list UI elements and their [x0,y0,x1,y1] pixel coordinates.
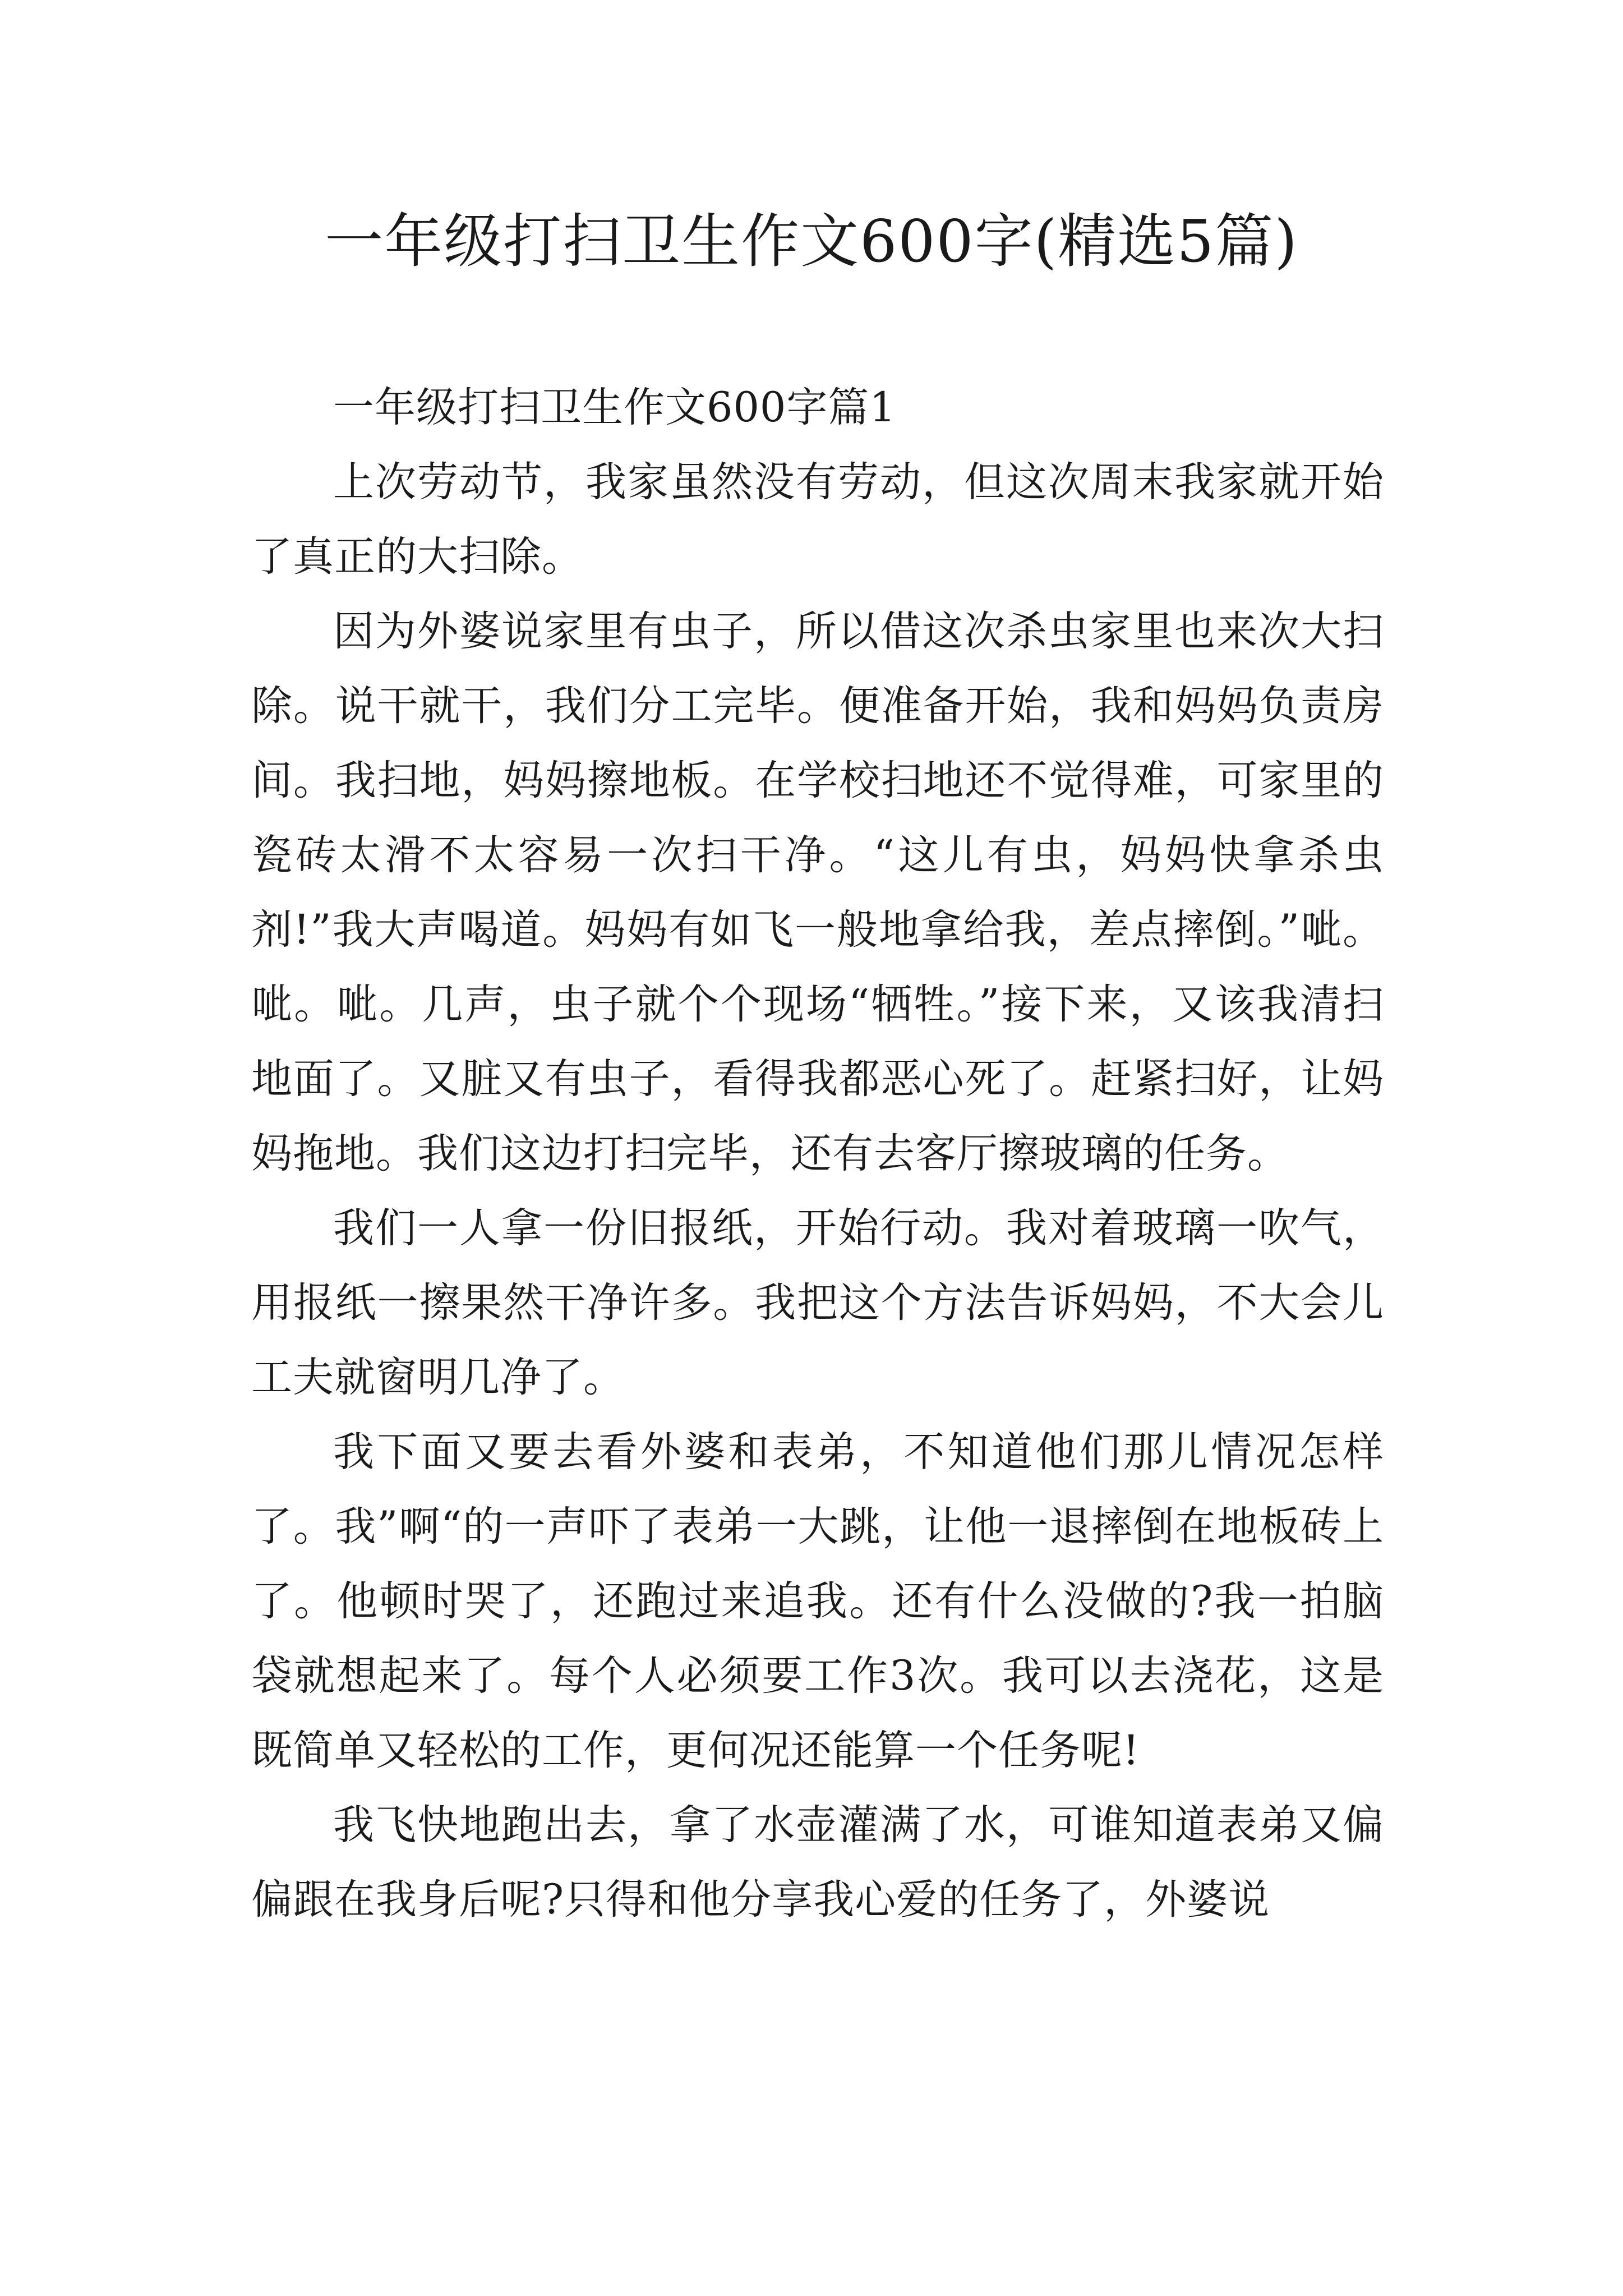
document-body [251,370,1384,1937]
paragraph: 因为外婆说家里有虫子，所以借这次杀虫家里也来次大扫除。说干就干，我们分工完毕。便准备开始，我和妈妈负责房间。我扫地，妈妈擦地板。在学校扫地还不觉得难，可家里的瓷砖太滑不太容易一次扫干净。“这儿有虫，妈妈快拿杀虫剂!”我大声喝道。妈妈有如飞一般地拿给我，差点摔倒。”呲。呲。呲。几声，虫子就个个现场“牺牲。”接下来，又该我清扫地面了。又脏又有虫子，看得我都恶心死了。赶紧扫好，让妈妈拖地。我们这边打扫完毕，还有去客厅擦玻璃的任务。 [251,608,1384,1177]
paragraph: 上次劳动节，我家虽然没有劳动，但这次周末我家就开始了真正的大扫除。 [251,458,1384,581]
paragraph: 我们一人拿一份旧报纸，开始行动。我对着玻璃一吹气，用报纸一擦果然干净许多。我把这个方法告诉妈妈，不大会儿工夫就窗明几净了。 [251,1204,1384,1401]
paragraph: 我下面又要去看外婆和表弟，不知道他们那儿情况怎样了。我”啊“的一声吓了表弟一大跳，让他一退摔倒在地板砖上了。他顿时哭了，还跑过来追我。还有什么没做的?我一拍脑袋就想起来了。每个人必须要工作3次。我可以去浇花，这是既简单又轻松的工作，更何况还能算一个任务呢! [251,1428,1384,1774]
document-title: 一年级打扫卫生作文600字(精选5篇) [325,207,1298,275]
paragraph: 我飞快地跑出去，拿了水壶灌满了水，可谁知道表弟又偏偏跟在我身后呢?只得和他分享我心爱的任务了，外婆说 [251,1801,1384,1924]
essay-heading: 一年级打扫卫生作文600字篇1 [333,384,896,431]
